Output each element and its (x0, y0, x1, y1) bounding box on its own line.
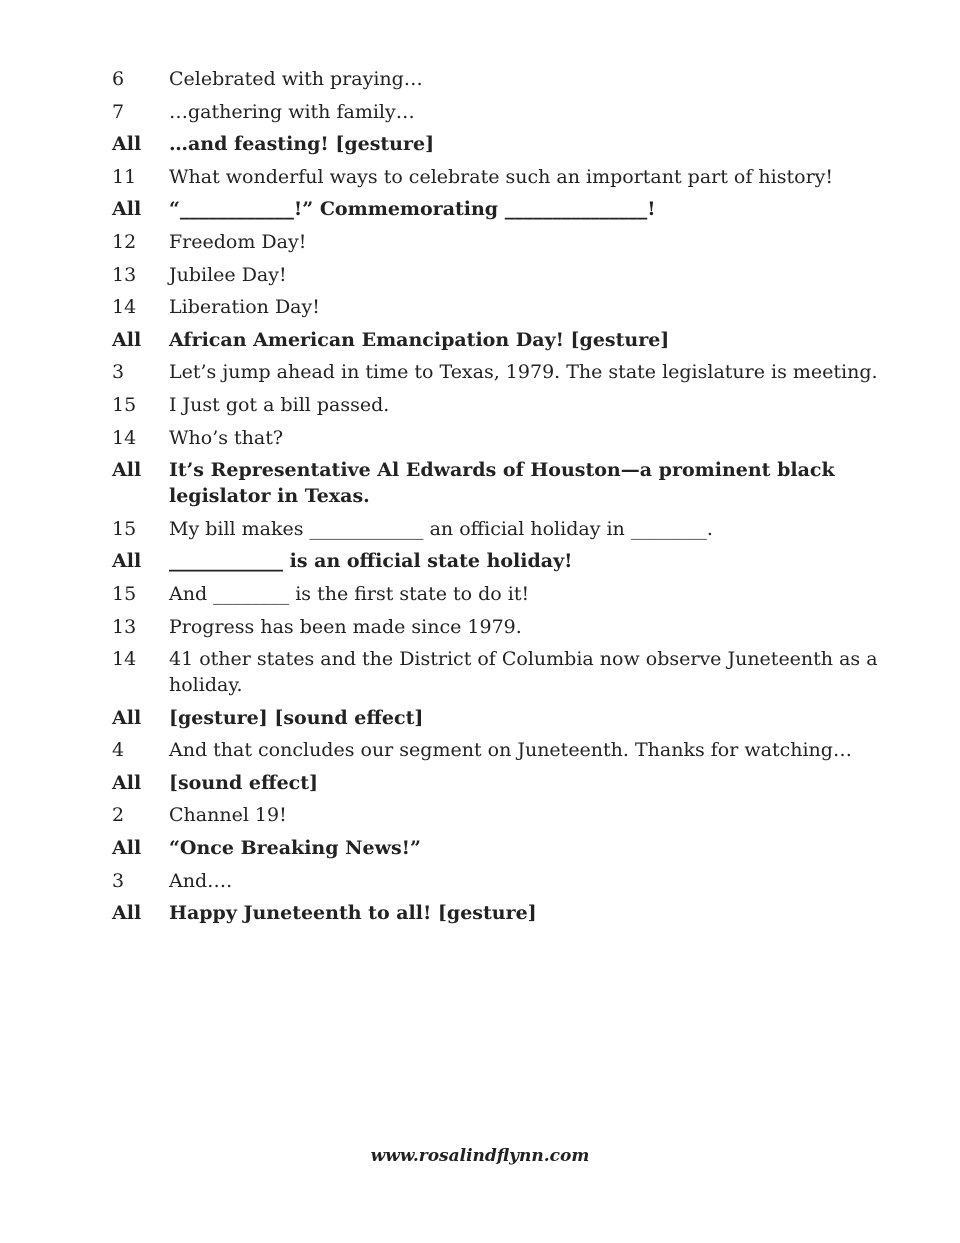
speaker-label: All (112, 133, 142, 156)
speaker-label: 15 (112, 582, 137, 605)
script-line (112, 646, 902, 698)
speaker-label: All (112, 459, 142, 482)
speaker-label: 7 (112, 100, 125, 123)
footer-website: www.rosalindflynn.com (370, 1146, 590, 1166)
script-line (112, 835, 902, 861)
speaker-label: All (112, 198, 142, 221)
script-line (112, 581, 902, 607)
line-text: …gathering with family… (169, 100, 415, 123)
speaker-label: 14 (112, 426, 137, 449)
script-line (112, 229, 902, 255)
speaker-label: 4 (112, 739, 125, 762)
script-line (112, 99, 902, 125)
script-lines (112, 66, 902, 933)
speaker-label: 11 (112, 165, 137, 188)
line-text: Celebrated with praying… (169, 68, 423, 90)
line-text: Progress has been made since 1979. (169, 615, 522, 638)
speaker-label: All (112, 902, 142, 925)
line-text: I Just got a bill passed. (169, 393, 390, 416)
speaker-label: All (112, 550, 142, 573)
line-text: And that concludes our segment on Juneteenth. Thanks for watching… (169, 739, 852, 762)
script-line (112, 614, 902, 640)
line-text: …and feasting! [gesture] (169, 133, 435, 156)
speaker-label: 2 (112, 804, 125, 827)
speaker-label: 15 (112, 393, 137, 416)
line-text: Happy Juneteenth to all! [gesture] (169, 902, 537, 925)
speaker-label: 13 (112, 263, 137, 286)
script-line (112, 548, 902, 574)
speaker-label: 3 (112, 361, 125, 384)
speaker-label: 15 (112, 517, 137, 540)
script-line (112, 457, 902, 509)
script-line (112, 868, 902, 894)
speaker-label: 3 (112, 869, 125, 892)
script-line (112, 359, 902, 385)
speaker-label: 13 (112, 615, 137, 638)
line-text: Jubilee Day! (169, 263, 287, 286)
speaker-label: All (112, 328, 142, 351)
line-text: What wonderful ways to celebrate such an important part of history! (169, 165, 834, 188)
script-line (112, 164, 902, 190)
speaker-label: All (112, 837, 142, 860)
line-text: It’s Representative Al Edwards of Houston—a prominent black legislator in Texas. (169, 459, 835, 508)
speaker-label: 12 (112, 230, 137, 253)
script-line (112, 705, 902, 731)
line-text: And…. (169, 869, 233, 892)
script-line (112, 900, 902, 926)
line-text: [sound effect] (169, 771, 318, 794)
line-text: Liberation Day! (169, 296, 320, 319)
line-text: And ________ is the first state to do it! (169, 582, 530, 605)
script-line (112, 516, 902, 542)
speaker-label: 14 (112, 296, 137, 319)
line-text: Who’s that? (169, 426, 284, 449)
script-line (112, 196, 902, 222)
script-line (112, 294, 902, 320)
line-text: 41 other states and the District of Columbia now observe Juneteenth as a holiday. (169, 648, 878, 697)
script-line (112, 392, 902, 418)
script-line (112, 131, 902, 157)
line-text: Let’s jump ahead in time to Texas, 1979. The state legislature is meeting. (169, 361, 878, 384)
line-text: “____________!” Commemorating _______________! (169, 198, 656, 221)
script-line (112, 66, 902, 92)
speaker-label: All (112, 771, 142, 794)
line-text: My bill makes ____________ an official holiday in ________. (169, 517, 713, 540)
script-line (112, 737, 902, 763)
script-line (112, 327, 902, 353)
line-text: ____________ is an official state holiday! (169, 550, 573, 573)
line-text: “Once Breaking News!” (169, 837, 421, 860)
speaker-label: 14 (112, 648, 137, 671)
line-text: Freedom Day! (169, 230, 307, 253)
script-line (112, 262, 902, 288)
line-text: African American Emancipation Day! [gesture] (169, 328, 670, 351)
script-line (112, 425, 902, 451)
speaker-label: All (112, 706, 142, 729)
script-line (112, 802, 902, 828)
line-text: Channel 19! (169, 804, 287, 827)
speaker-label: 6 (112, 68, 125, 90)
line-text: [gesture] [sound effect] (169, 706, 424, 729)
script-line (112, 770, 902, 796)
